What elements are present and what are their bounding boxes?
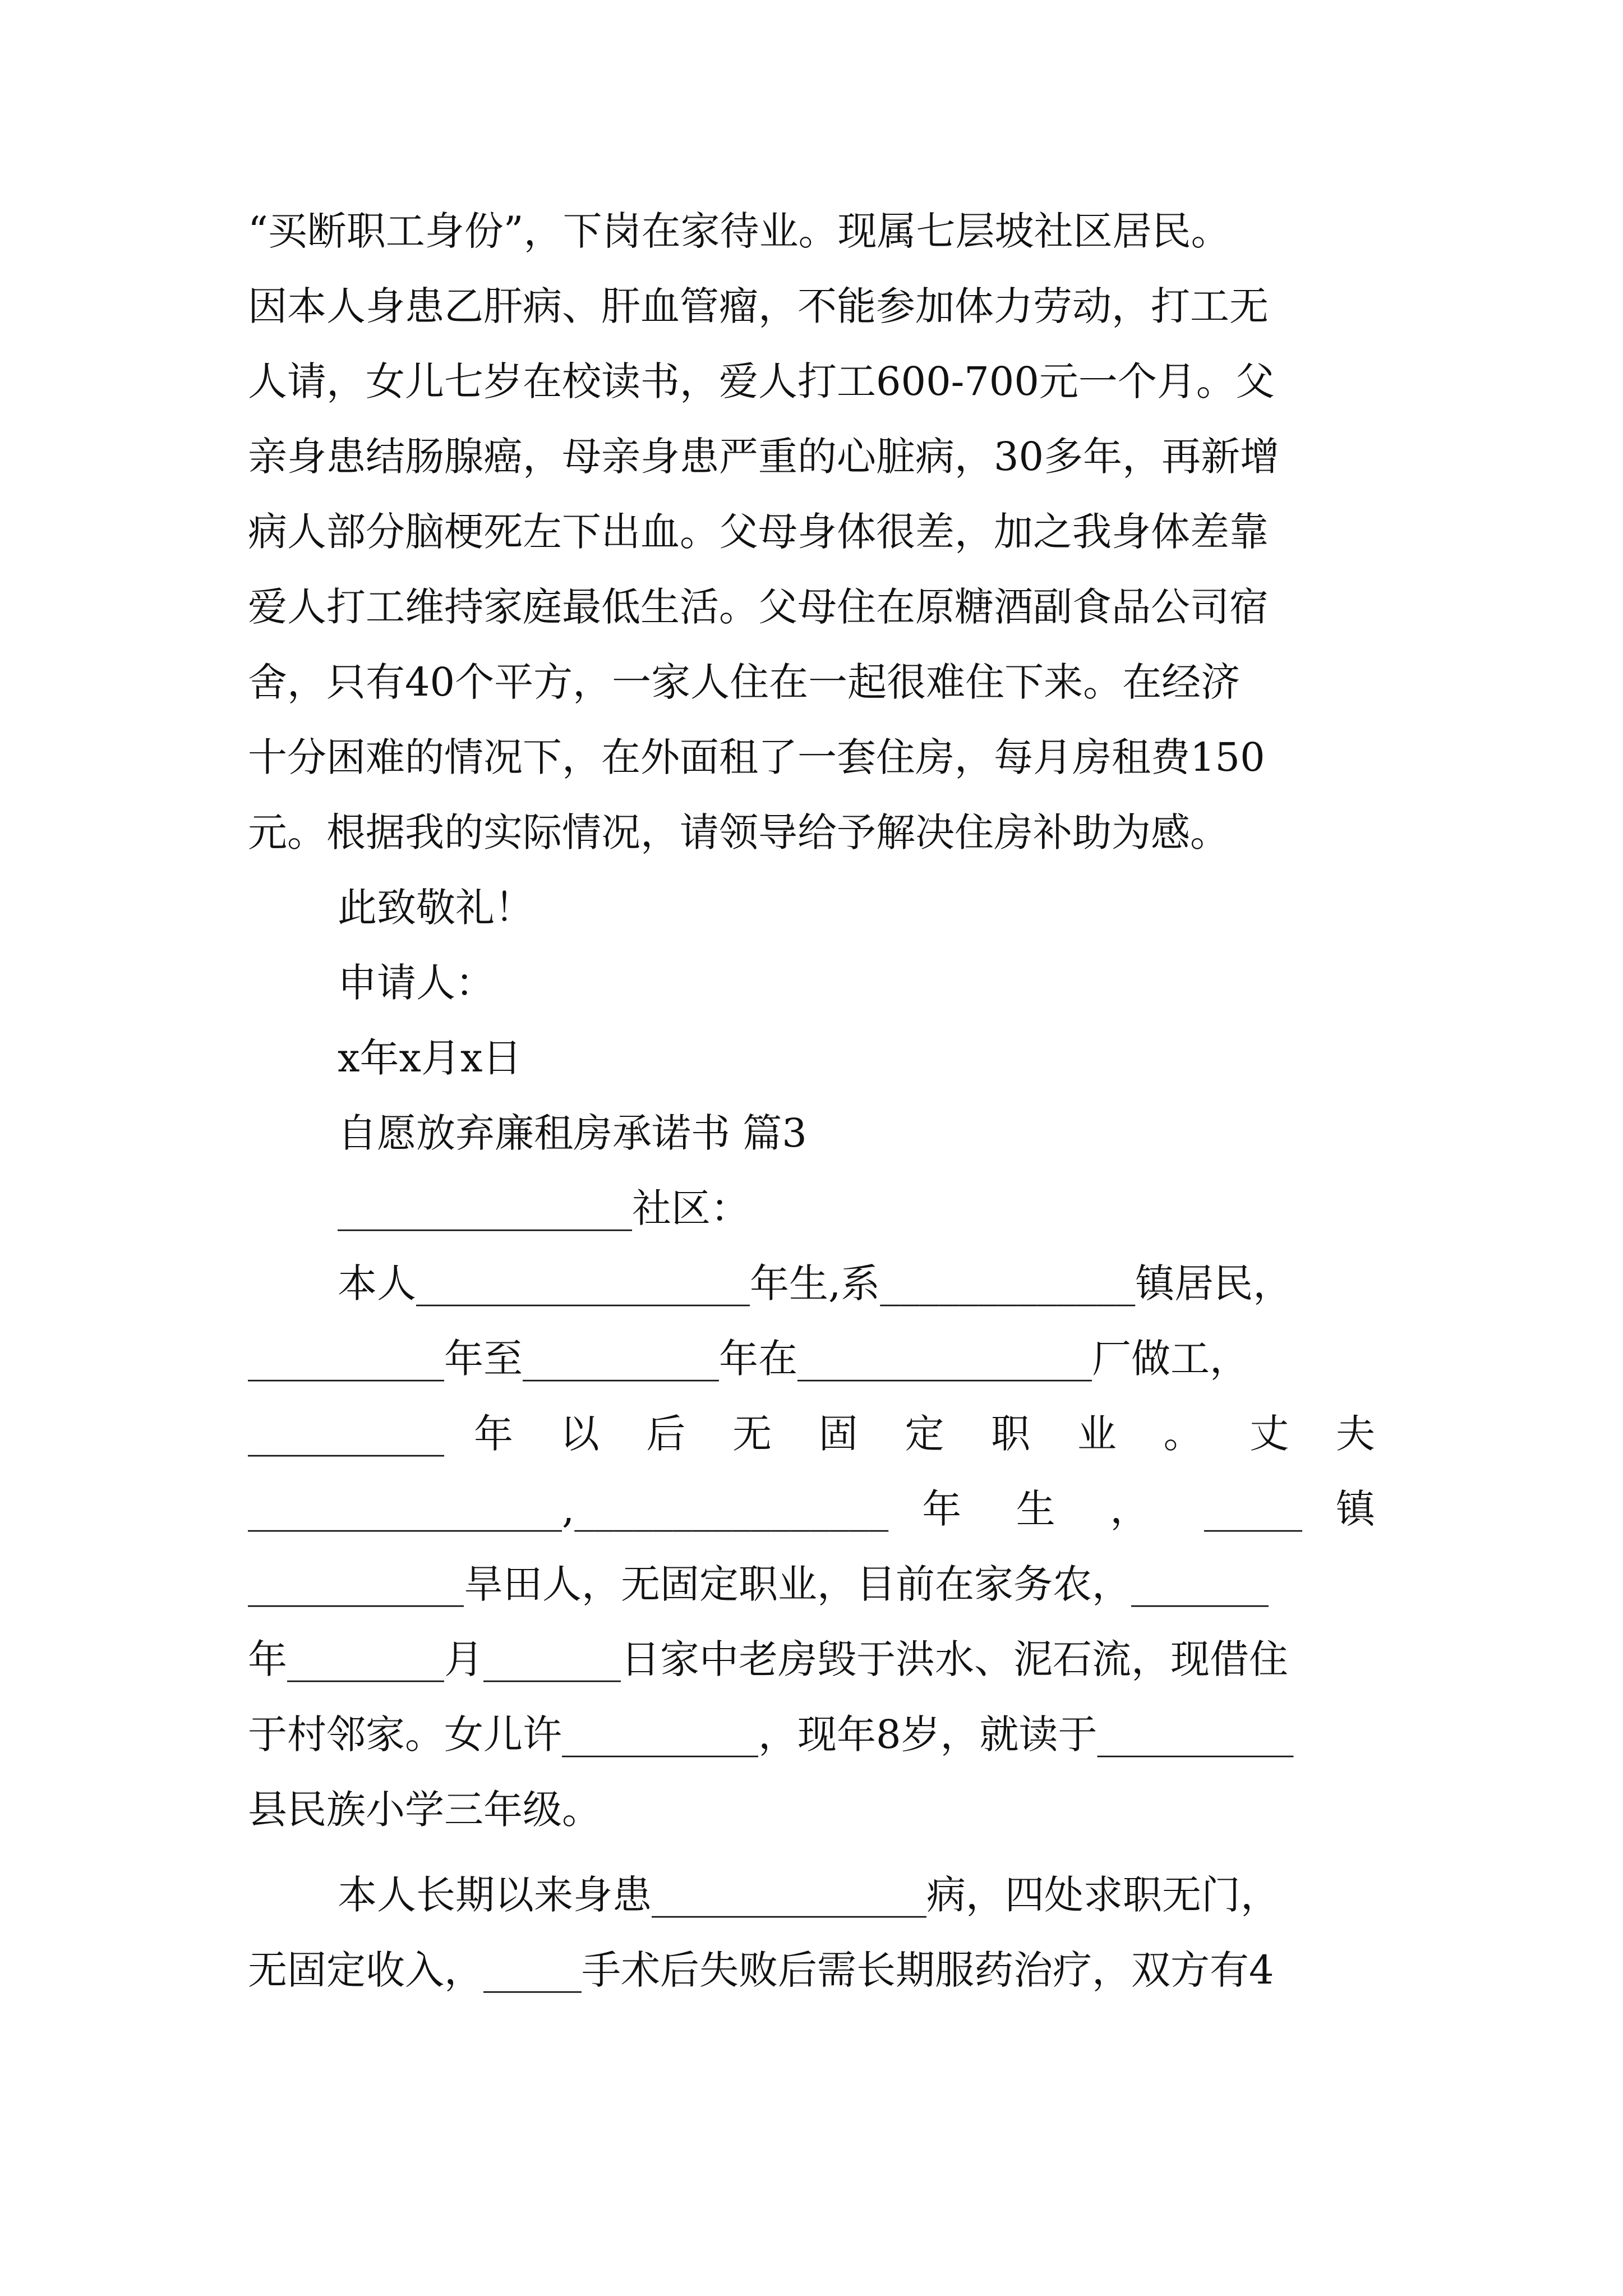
section-title: 自愿放弃廉租房承诺书 篇3: [338, 1110, 807, 1156]
text-line: “买断职工身份”，下岗在家待业。现属七层坡社区居民。: [248, 208, 1230, 254]
text-line: __________年至__________年在_______________厂做工，: [248, 1336, 1249, 1382]
text-line: 元。根据我的实际情况，请领导给予解决住房补助为感。: [248, 809, 1229, 855]
text-line: 病人部分脑梗死左下出血。父母身体很差，加之我身体差靠: [248, 509, 1269, 555]
text-line: 亲身患结肠腺癌，母亲身患严重的心脏病，30多年，再新增: [248, 434, 1280, 480]
text-line: 年________月_______日家中老房毁于洪水、泥石流，现借住: [248, 1636, 1288, 1682]
applicant-label: 申请人：: [338, 960, 495, 1006]
text-line: __________ 年 以 后 无 固 定 职 业 。 丈 夫: [248, 1411, 1375, 1457]
date-line: x年x月x日: [338, 1035, 522, 1081]
text-line: 十分困难的情况下，在外面租了一套住房，每月房租费150: [248, 734, 1265, 780]
addressee-line: _______________社区：: [338, 1185, 750, 1231]
text-line: 舍，只有40个平方，一家人住在一起很难住下来。在经济: [248, 659, 1241, 705]
text-line: 人请，女儿七岁在校读书，爱人打工600-700元一个月。父: [248, 358, 1275, 404]
salutation: 此致敬礼！: [338, 885, 534, 931]
text-line: 于村邻家。女儿许__________，现年8岁，就读于__________: [248, 1711, 1294, 1757]
text-line: ________________,________________ 年 生 ， _____ 镇: [248, 1486, 1375, 1532]
text-line: 县民族小学三年级。: [248, 1787, 601, 1833]
text-line: 无固定收入，_____手术后失败后需长期服药治疗，双方有4: [248, 1947, 1274, 1993]
text-line: 因本人身患乙肝病、肝血管瘤，不能参加体力劳动，打工无: [248, 283, 1269, 329]
text-line: ___________旱田人，无固定职业，目前在家务农，_______: [248, 1561, 1269, 1607]
text-line: 本人长期以来身患______________病，四处求职无门，: [338, 1872, 1280, 1918]
text-line: 爱人打工维持家庭最低生活。父母住在原糖酒副食品公司宿: [248, 584, 1269, 630]
text-line: 本人_________________年生,系_____________镇居民，: [338, 1260, 1293, 1306]
